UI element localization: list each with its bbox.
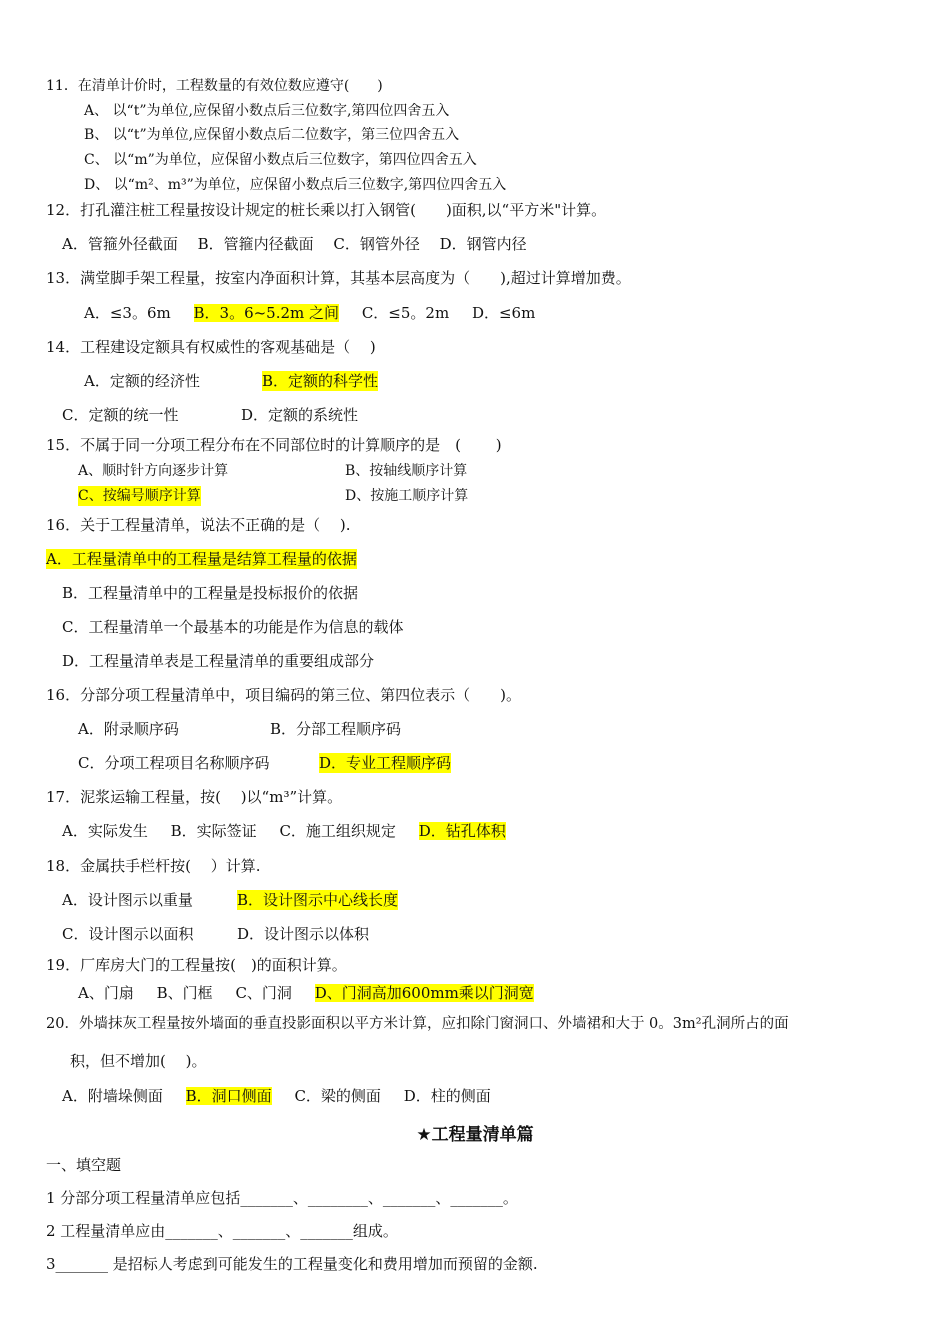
fill-blank-3: 3_______ 是招标人考虑到可能发生的工程量变化和费用增加而预留的金额. [46, 1255, 538, 1273]
q19-option-d-answer: D、门洞高加600mm乘以门洞宽 [314, 984, 534, 1002]
q16a-stem: 16．关于工程量清单，说法不正确的是（ ). [46, 516, 351, 534]
q14-option-b-answer: B．定额的科学性 [262, 372, 379, 390]
q20-option-d: D．柱的侧面 [403, 1087, 491, 1105]
q11-option-c: C、 以“m”为单位，应保留小数点后三位数字，第四位四舍五入 [84, 152, 477, 168]
q13-options [84, 303, 535, 323]
q14-option-c: C．定额的统一性 [62, 406, 179, 424]
q17-option-a: A．实际发生 [62, 822, 148, 840]
q18-option-b-answer: B．设计图示中心线长度 [237, 891, 399, 909]
fill-blank-1: 1 分部分项工程量清单应包括_______、________、_______、_______。 [46, 1189, 518, 1207]
q18-option-d: D．设计图示以体积 [237, 925, 370, 943]
q11-option-d: D、 以“m²、m³”为单位，应保留小数点后三位数字,第四位四舍五入 [84, 177, 507, 193]
q16b-option-c: C．分项工程项目名称顺序码 [78, 754, 270, 772]
q13-option-c: C．≤5。2m [361, 304, 450, 322]
section-title: ★工程量清单篇 [416, 1125, 534, 1145]
q17-options [62, 821, 506, 841]
q16b-option-d-answer: D．专业工程顺序码 [319, 754, 452, 772]
q13-option-a: A．≤3。6m [84, 304, 171, 322]
q12-stem: 12．打孔灌注桩工程量按设计规定的桩长乘以打入钢管( )面积,以“平方米"计算。 [46, 201, 607, 219]
q20-options [62, 1086, 491, 1106]
q11-stem: 11．在清单计价时，工程数量的有效位数应遵守( ) [46, 78, 383, 94]
q17-option-b: B．实际签证 [170, 822, 257, 840]
q19-option-a: A、门扇 [78, 984, 134, 1002]
q16a-option-c: C．工程量清单一个最基本的功能是作为信息的载体 [62, 618, 404, 636]
q18-option-c: C．设计图示以面积 [62, 925, 194, 943]
q20-option-c: C．梁的侧面 [294, 1087, 381, 1105]
q16b-option-b: B．分部工程顺序码 [270, 720, 402, 738]
q15-option-c-answer: C、按编号顺序计算 [78, 488, 201, 504]
q20-option-a: A．附墙垛侧面 [62, 1087, 163, 1105]
q11-option-a: A、 以“t”为单位,应保留小数点后三位数字,第四位四舍五入 [84, 103, 450, 119]
q13-option-b-answer: B．3。6~5.2m 之间 [193, 304, 340, 322]
q15-option-a: A、顺时针方向逐步计算 [78, 463, 229, 479]
q17-stem: 17．泥浆运输工程量，按( )以“m³”计算。 [46, 788, 343, 806]
q18-option-a: A．设计图示以重量 [62, 891, 193, 909]
q13-stem: 13．满堂脚手架工程量，按室内净面积计算，其基本层高度为（ ),超过计算增加费。 [46, 269, 631, 287]
q14-option-d: D．定额的系统性 [241, 406, 359, 424]
q15-stem: 15．不属于同一分项工程分布在不同部位时的计算顺序的是 ( ) [46, 436, 502, 454]
q20-stem-line2: 积，但不增加( )。 [70, 1052, 207, 1070]
q11-option-b: B、 以“t”为单位,应保留小数点后二位数字，第三位四舍五入 [84, 127, 460, 143]
q14-stem: 14．工程建设定额具有权威性的客观基础是（ ) [46, 338, 376, 356]
q15-option-b: B、按轴线顺序计算 [345, 463, 468, 479]
q13-option-d: D．≤6m [471, 304, 536, 322]
fill-blank-2: 2 工程量清单应由_______、_______、_______组成。 [46, 1222, 398, 1240]
q19-option-b: B、门框 [156, 984, 213, 1002]
q19-option-c: C、门洞 [235, 984, 292, 1002]
q16a-option-a-answer: A．工程量清单中的工程量是结算工程量的依据 [46, 550, 357, 568]
q15-option-d: D、按施工顺序计算 [345, 488, 469, 504]
q17-option-c: C．施工组织规定 [279, 822, 396, 840]
q14-option-a: A．定额的经济性 [84, 372, 200, 390]
section-subtitle: 一、填空题 [46, 1156, 122, 1174]
q19-stem: 19．厂库房大门的工程量按( )的面积计算。 [46, 956, 347, 974]
q20-option-b-answer: B．洞口侧面 [185, 1087, 272, 1105]
q17-option-d-answer: D．钻孔体积 [418, 822, 506, 840]
q20-stem-line1: 20．外墙抹灰工程量按外墙面的垂直投影面积以平方米计算，应扣除门窗洞口、外墙裙和大于 0。3m²孔洞所占的面 [46, 1016, 789, 1032]
q16a-option-d: D．工程量清单表是工程量清单的重要组成部分 [62, 652, 375, 670]
q12-options: A．管箍外径截面 B．管箍内径截面 C．钢管外径 D．钢管内径 [62, 235, 527, 253]
q16a-option-b: B．工程量清单中的工程量是投标报价的依据 [62, 584, 359, 602]
q18-stem: 18．金属扶手栏杆按( ）计算. [46, 857, 261, 875]
q16b-stem: 16．分部分项工程量清单中，项目编码的第三位、第四位表示（ )。 [46, 686, 521, 704]
q19-options [78, 983, 534, 1003]
q16b-option-a: A．附录顺序码 [78, 720, 179, 738]
